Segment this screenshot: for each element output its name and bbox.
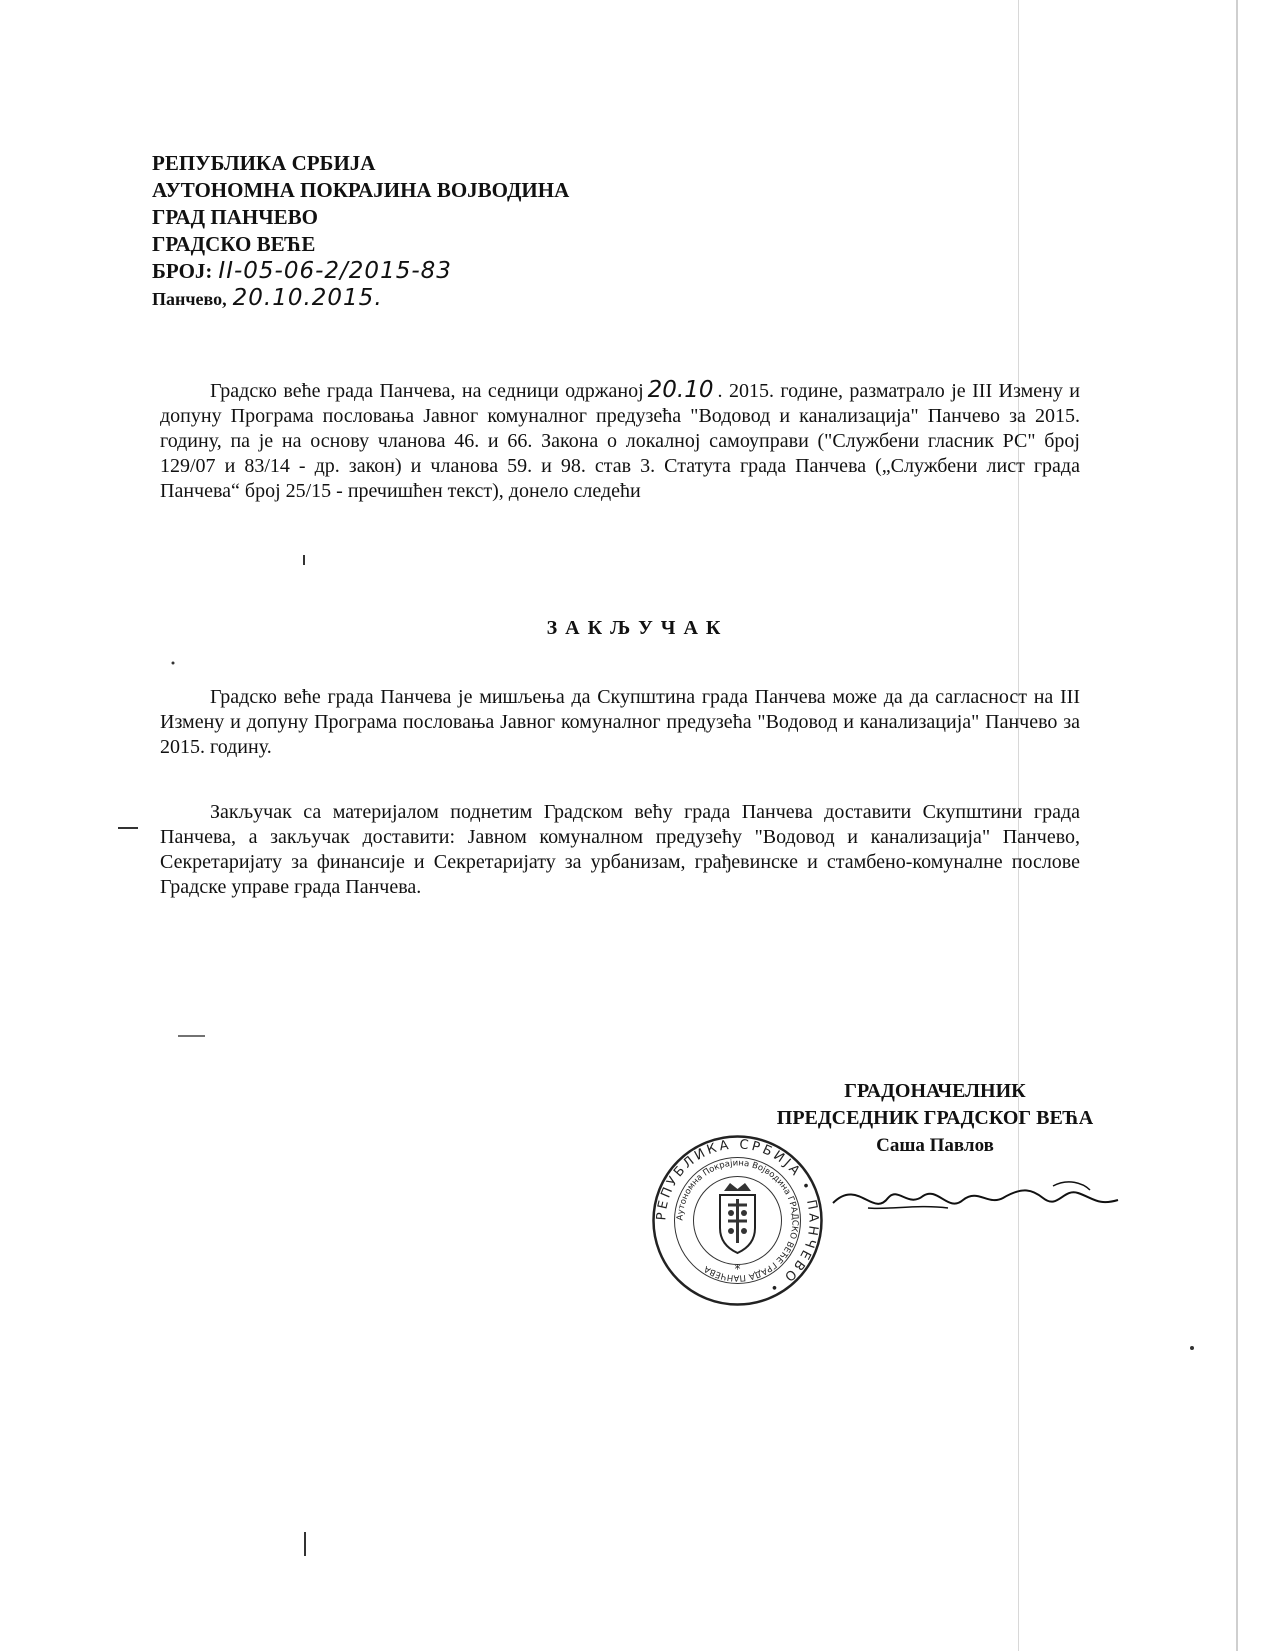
seal-star-icon: * [734, 1262, 741, 1276]
handwritten-signature [828, 1168, 1128, 1228]
signer-role-president: ПРЕДСЕДНИК ГРАДСКОГ ВЕЋА [776, 1107, 1094, 1129]
handwritten-number: II-05-06-2/2015-83 [218, 258, 452, 284]
header-republic: РЕПУБЛИКА СРБИЈА [152, 151, 376, 175]
header-province: АУТОНОМНА ПОКРАЈИНА ВОЈВОДИНА [152, 178, 570, 202]
header-city: ГРАД ПАНЧЕВО [152, 205, 318, 229]
page-edge [1236, 0, 1275, 1651]
number-label: БРОЈ: [152, 259, 213, 283]
header-number-line [152, 258, 569, 285]
document-header [152, 150, 569, 313]
seal-outer-text: РЕПУБЛИКА СРБИЈА • ПАНЧЕВО • [654, 1137, 821, 1297]
conclusion-paragraph-1: Градско веће града Панчева је мишљења да Скупштина града Панчева може да да сагласност на III Измену и допуну Програма пословања Јавног комуналног предузећа "Водовод и канализација" Панчево за 2015. годину. [160, 686, 1080, 758]
header-council: ГРАДСКО ВЕЋЕ [152, 232, 316, 256]
document-title: ЗАКЉУЧАК [546, 617, 729, 639]
city-label: Панчево, [152, 289, 227, 309]
intro-handwritten-date: 20.10 [647, 377, 714, 403]
conclusion-paragraph-2: Закључак са материјалом поднетим Градском већу града Панчева доставити Скупштини града Панчева, а закључак доставити: Јавном комуналном предузећу "Водовод и канализација" Панчево, Секретаријату за финансије и Секретаријату за урбанизам, грађевинске и стамбено-комуналне послове Градске управе града Панчева. [160, 801, 1080, 898]
intro-paragraph [160, 378, 1080, 504]
signer-role-mayor: ГРАДОНАЧЕЛНИК [844, 1080, 1026, 1102]
coat-of-arms-icon [720, 1183, 755, 1253]
intro-text-after: . 2015. године, разматрало је III Измену и допуну Програма пословања Јавног комуналног предузећа "Водовод и канализација" Панчево за 2015. годину, па је на основу чланова 46. и 66. Закона о локалној самоуправи ("Службени гласник РС" број 129/07 и 83/14 - др. закон) и чланова 59. и 98. став 3. Статута града Панчева („Службени лист града Панчева“ број 25/15 - пречишћен текст), донело следећи [160, 380, 1080, 502]
signer-name: Саша Павлов [876, 1135, 994, 1156]
official-seal [650, 1133, 825, 1308]
handwritten-date: 20.10.2015. [232, 285, 383, 311]
intro-text-before: Градско веће града Панчева, на седници одржаној [210, 380, 644, 402]
seal-inner-text: Аутономна Покрајина Војводина ГРАДСКО ВЕЋЕ ГРАДА ПАНЧЕВА [675, 1158, 800, 1283]
header-date-line [152, 285, 569, 313]
